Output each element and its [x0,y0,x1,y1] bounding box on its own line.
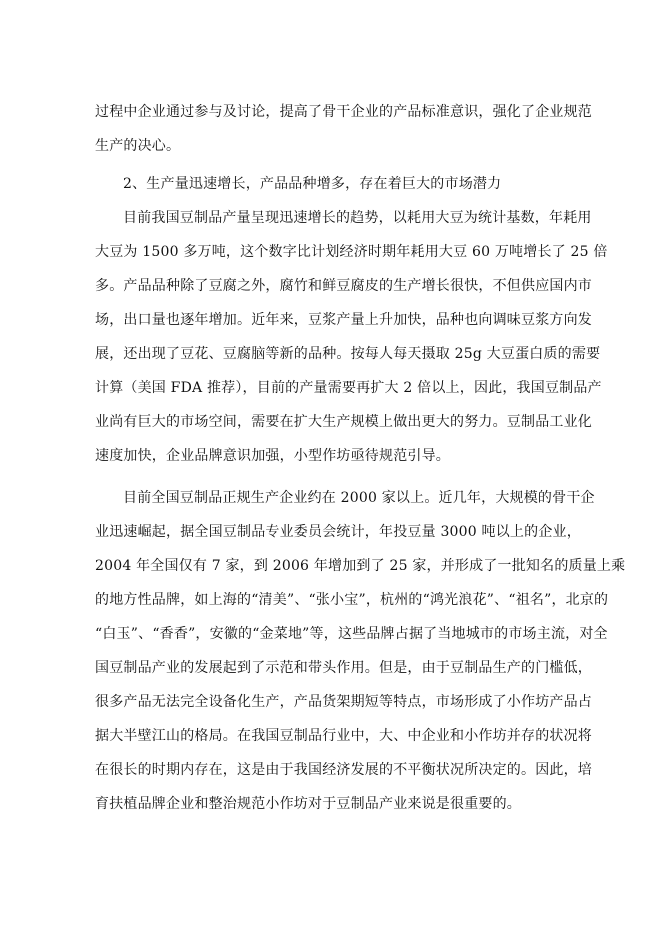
text-line: 很多产品无法完全设备化生产，产品货架期短等特点，市场形成了小作坊产品占 [95,694,592,710]
text-line: 生产的决心。 [95,138,181,154]
text-line: “白玉”、“香香”，安徽的“金菜地”等，这些品牌占据了当地城市的市场主流，对全 [95,626,608,642]
text-line: 2004 年全国仅有 7 家，到 2006 年增加到了 25 家，并形成了一批知名的质量上乘 [95,558,626,574]
text-line: 展，还出现了豆花、豆腐脑等新的品种。按每人每天摄取 25g 大豆蛋白质的需要 [95,346,601,362]
text-line: 速度加快，企业品牌意识加强，小型作坊亟待规范引导。 [95,448,450,464]
text-line: 多。产品品种除了豆腐之外，腐竹和鲜豆腐皮的生产增长很快，不但供应国内市 [95,278,592,294]
text-line: 过程中企业通过参与及讨论，提高了骨干企业的产品标准意识，强化了企业规范 [95,104,592,120]
text-line: 大豆为 1500 多万吨，这个数字比计划经济时期年耗用大豆 60 万吨增长了 25 倍 [95,244,608,260]
text-line: 计算（美国 FDA 推荐），目前的产量需要再扩大 2 倍以上，因此，我国豆制品产 [95,380,602,396]
text-line: 育扶植品牌企业和整治规范小作坊对于豆制品产业来说是很重要的。 [95,796,521,812]
text-line: 场，出口量也逐年增加。近年来，豆浆产量上升加快，品种也向调味豆浆方向发 [95,312,592,328]
paragraph-first-line: 目前我国豆制品产量呈现迅速增长的趋势，以耗用大豆为统计基数，年耗用 [123,210,592,226]
paragraph-first-line: 目前全国豆制品正规生产企业约在 2000 家以上。近几年，大规模的骨干企 [123,490,595,506]
text-line: 业尚有巨大的市场空间，需要在扩大生产规模上做出更大的努力。豆制品工业化 [95,414,592,430]
text-line: 国豆制品产业的发展起到了示范和带头作用。但是，由于豆制品生产的门槛低， [95,660,592,676]
text-line: 业迅速崛起，据全国豆制品专业委员会统计，年投豆量 3000 吨以上的企业， [95,524,581,540]
text-line: 的地方性品牌，如上海的“清美”、“张小宝”，杭州的“鸿光浪花”、“祖名”，北京的 [95,592,609,608]
text-line: 在很长的时期内存在，这是由于我国经济发展的不平衡状况所决定的。因此，培 [95,762,592,778]
section-heading: 2、生产量迅速增长，产品品种增多，存在着巨大的市场潜力 [123,176,502,192]
text-line: 据大半壁江山的格局。在我国豆制品行业中，大、中企业和小作坊并存的状况将 [95,728,592,744]
